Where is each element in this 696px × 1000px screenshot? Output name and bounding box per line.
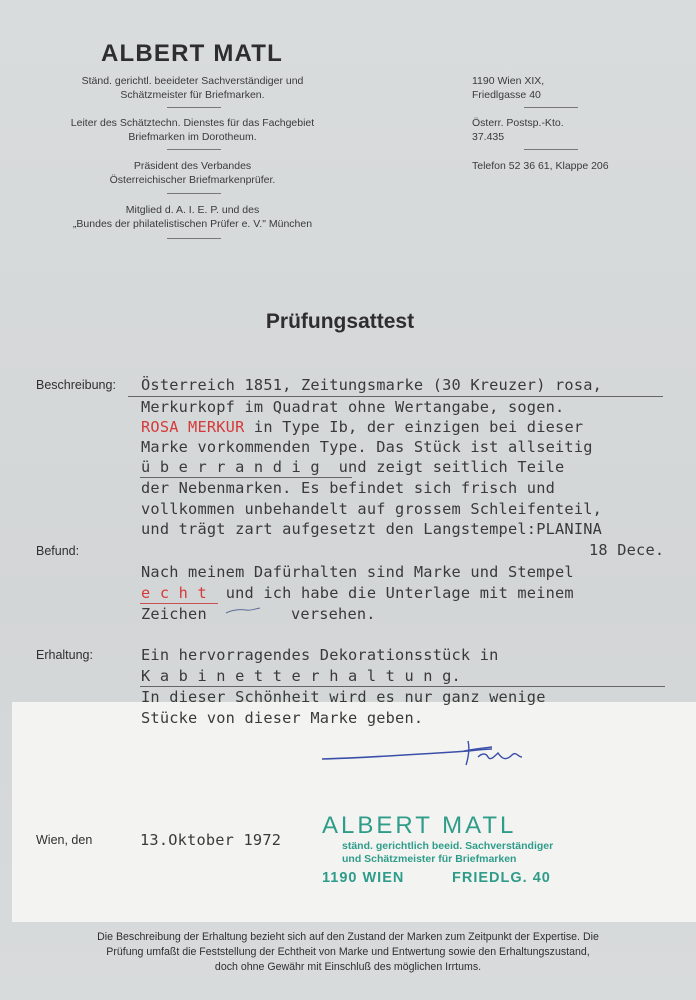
stamp-city: 1190 WIEN bbox=[322, 870, 405, 886]
header-left-block-1: Ständ. gerichtl. beeideter Sachverständiger und Schätzmeister für Briefmarken. bbox=[81, 75, 304, 101]
disclaimer: Die Beschreibung der Erhaltung bezieht sich auf den Zustand der Marken zum Zeitpunkt der Expertise. Die Prüfung umfaßt die Feststellung der Echtheit von Marke und Entwertung sowie den Erhaltungszustand, doch ohne Gewähr mit Einschluß des möglichen Irrtums. bbox=[97, 931, 599, 973]
underline bbox=[140, 477, 352, 478]
erhaltung-line: In dieser Schönheit wird es nur ganz wenige bbox=[141, 688, 546, 706]
befund-line: versehen. bbox=[291, 605, 376, 623]
beschreibung-line: Österreich 1851, Zeitungsmarke (30 Kreuzer) rosa, bbox=[141, 376, 603, 394]
stamp-name: ALBERT MATL bbox=[322, 812, 517, 839]
erhaltung-line: Ein hervorragendes Dekorationsstück in bbox=[141, 646, 499, 664]
stamp-line: ständ. gerichtlich beeid. Sachverständiger bbox=[342, 840, 554, 852]
stamp-line: und Schätzmeister für Briefmarken bbox=[342, 853, 517, 865]
befund-line: Zeichen bbox=[141, 605, 207, 623]
header-left-block-3: Präsident des Verbandes Österreichischer Briefmarkenprüfer. bbox=[109, 160, 276, 186]
header-left-block-4: Mitglied d. A. I. E. P. und des „Bundes der philatelistischen Prüfer e. V." München bbox=[72, 204, 313, 230]
signature bbox=[318, 735, 528, 771]
expert-stamp bbox=[322, 812, 562, 890]
expert-mark-icon bbox=[224, 604, 264, 618]
beschreibung-line: ROSA MERKUR in Type Ib, der einzigen bei dieser bbox=[141, 418, 584, 436]
emphasized-text: ü b e r r a n d i g bbox=[141, 458, 320, 476]
erhaltung-line: Stücke von dieser Marke geben. bbox=[141, 709, 424, 727]
befund-line: Nach meinem Dafürhalten sind Marke und Stempel bbox=[141, 563, 574, 581]
stamp-name-red: ROSA MERKUR bbox=[141, 418, 245, 436]
header-address: 1190 Wien XIX, Friedlgasse 40 bbox=[472, 75, 545, 101]
underline bbox=[128, 396, 663, 397]
beschreibung-line: und trägt zart aufgesetzt den Langstempel:PLANINA bbox=[141, 520, 603, 538]
header-phone: Telefon 52 36 61, Klappe 206 bbox=[472, 160, 609, 172]
header-left-block-2: Leiter des Schätztechn. Dienstes für das Fachgebiet Briefmarken im Dorotheum. bbox=[70, 117, 315, 143]
label-beschreibung: Beschreibung: bbox=[36, 378, 116, 392]
echt-red: e c h t bbox=[141, 584, 207, 602]
issue-date: 13.Oktober 1972 bbox=[140, 831, 282, 849]
stamp-street: FRIEDLG. 40 bbox=[452, 870, 551, 886]
erhaltung-line: K a b i n e t t e r h a l t u n g. bbox=[141, 667, 461, 685]
beschreibung-line: Marke vorkommenden Type. Das Stück ist allseitig bbox=[141, 438, 593, 456]
beschreibung-line: 18 Dece. bbox=[589, 541, 665, 559]
header-divider bbox=[167, 107, 221, 108]
header-divider bbox=[167, 149, 221, 150]
label-befund: Befund: bbox=[36, 544, 80, 558]
beschreibung-line: Merkurkopf im Quadrat ohne Wertangabe, sogen. bbox=[141, 398, 565, 416]
beschreibung-line: der Nebenmarken. Es befindet sich frisch und bbox=[141, 479, 556, 497]
underline bbox=[140, 686, 665, 687]
beschreibung-line: vollkommen unbehandelt auf grossem Schleifenteil, bbox=[141, 500, 603, 518]
label-erhaltung: Erhaltung: bbox=[36, 648, 93, 662]
header-divider bbox=[167, 193, 221, 194]
stamp-address bbox=[322, 870, 562, 890]
page-title: Prüfungsattest bbox=[265, 310, 415, 333]
label-date: Wien, den bbox=[36, 833, 93, 847]
header-divider bbox=[167, 238, 221, 239]
befund-line: e c h t und ich habe die Unterlage mit meinem bbox=[141, 584, 574, 602]
header-name: ALBERT MATL bbox=[100, 40, 284, 67]
header-postal-account: Österr. Postsp.-Kto. 37.435 bbox=[472, 117, 564, 143]
underline bbox=[140, 603, 218, 604]
header-divider bbox=[524, 107, 578, 108]
beschreibung-line: ü b e r r a n d i g und zeigt seitlich Teile bbox=[141, 458, 565, 476]
header-divider bbox=[524, 149, 578, 150]
